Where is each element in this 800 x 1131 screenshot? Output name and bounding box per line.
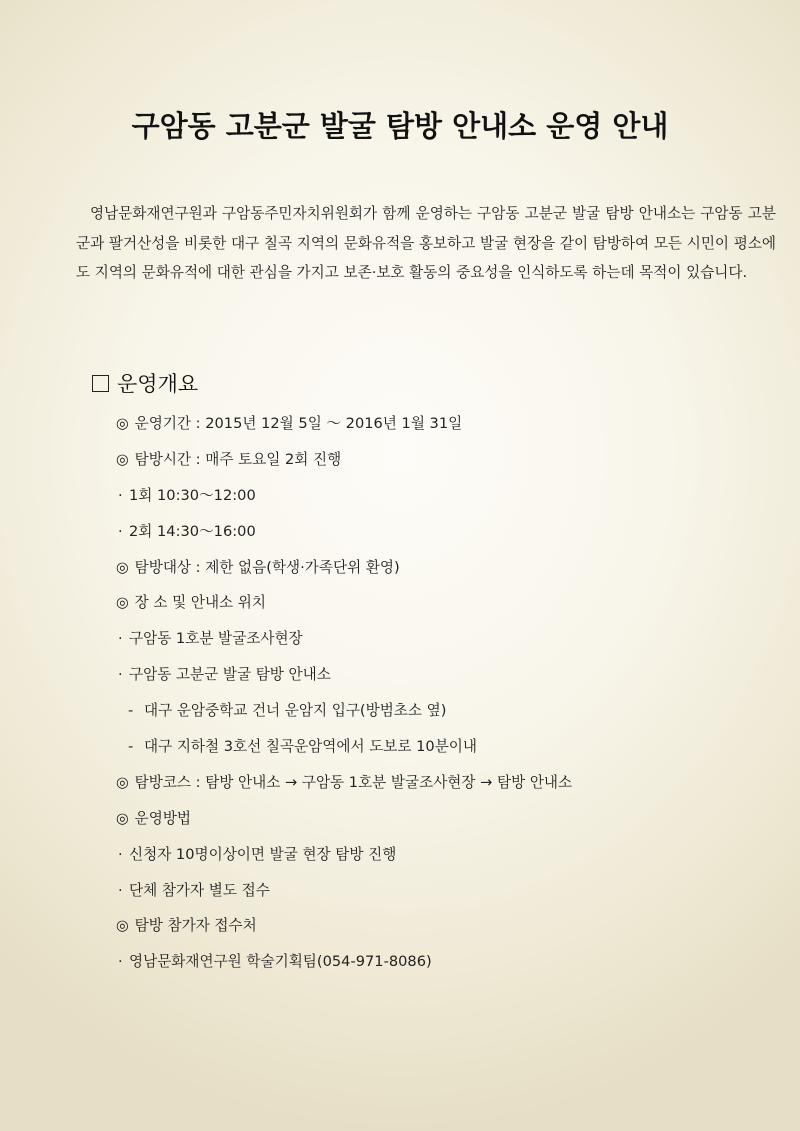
list-item-text: 대구 지하철 3호선 칠곡운암역에서 도보로 10분이내 bbox=[144, 738, 478, 756]
list-item-text: 대구 운암중학교 건너 운암지 입구(방범초소 옆) bbox=[144, 702, 447, 720]
list-item-text: 탐방시간 : 매주 토요일 2회 진행 bbox=[134, 450, 342, 468]
double-circle-bullet-icon: ◎ bbox=[116, 450, 129, 468]
list-item-text: 장 소 및 안내소 위치 bbox=[134, 594, 266, 612]
list-subitem bbox=[0, 693, 800, 729]
list-item bbox=[0, 621, 800, 657]
middle-dot-bullet-icon: · bbox=[118, 522, 123, 540]
list-item bbox=[0, 837, 800, 873]
page-title: 구암동 고분군 발굴 탐방 안내소 운영 안내 bbox=[131, 109, 669, 143]
list-item bbox=[0, 944, 800, 980]
list-item-heading bbox=[0, 550, 800, 586]
intro-paragraph: 영남문화재연구원과 구암동주민자치위원회가 함께 운영하는 구암동 고분군 발굴 탐방 안내소는 구암동 고분군과 팔거산성을 비롯한 대구 칠곡 지역의 문화유적을 홍보하고 발굴 현장을 같이 탐방하여 모든 시민이 평소에도 지역의 문화유적에 대한 관심을 가지고 보존·보호 활동의 중요성을 인식하도록 하는데 목적이 있습니다. bbox=[76, 205, 776, 281]
list-item-text: 운영기간 : 2015년 12월 5일 ～ 2016년 1월 31일 bbox=[134, 415, 463, 432]
list-item bbox=[0, 514, 800, 550]
list-item-text: 운영방법 bbox=[134, 809, 192, 827]
dash-bullet-icon: - bbox=[128, 702, 134, 720]
checkbox-icon bbox=[92, 375, 109, 392]
middle-dot-bullet-icon: · bbox=[118, 630, 123, 648]
list-item-text: 탐방대상 : 제한 없음(학생·가족단위 환영) bbox=[134, 558, 400, 576]
list-item-heading bbox=[0, 442, 800, 478]
double-circle-bullet-icon: ◎ bbox=[116, 809, 129, 827]
middle-dot-bullet-icon: · bbox=[118, 666, 123, 684]
list-item-text: 2회 14:30～16:00 bbox=[129, 522, 256, 540]
double-circle-bullet-icon: ◎ bbox=[116, 415, 129, 432]
list-item-text: 탐방 참가자 접수처 bbox=[134, 917, 257, 935]
list-item-text: 구암동 1호분 발굴조사현장 bbox=[129, 630, 303, 648]
list-item bbox=[0, 657, 800, 693]
list-item-heading bbox=[0, 406, 800, 442]
double-circle-bullet-icon: ◎ bbox=[116, 558, 129, 576]
list-item bbox=[0, 478, 800, 514]
middle-dot-bullet-icon: · bbox=[118, 953, 123, 971]
list-item-heading bbox=[0, 801, 800, 837]
list-item-heading bbox=[0, 585, 800, 621]
overview-list bbox=[0, 406, 800, 980]
list-item-text: 탐방코스 : 탐방 안내소 → 구암동 1호분 발굴조사현장 → 탐방 안내소 bbox=[134, 773, 573, 791]
section-heading bbox=[92, 368, 198, 398]
double-circle-bullet-icon: ◎ bbox=[116, 917, 129, 935]
double-circle-bullet-icon: ◎ bbox=[116, 773, 129, 791]
middle-dot-bullet-icon: · bbox=[118, 881, 123, 899]
middle-dot-bullet-icon: · bbox=[118, 845, 123, 863]
list-item-text: 1회 10:30～12:00 bbox=[129, 486, 256, 504]
dash-bullet-icon: - bbox=[128, 738, 134, 756]
section-heading-text: 운영개요 bbox=[117, 372, 199, 396]
double-circle-bullet-icon: ◎ bbox=[116, 594, 129, 612]
list-item-heading bbox=[0, 765, 800, 801]
list-item-text: 구암동 고분군 발굴 탐방 안내소 bbox=[129, 666, 331, 684]
list-item bbox=[0, 873, 800, 909]
list-subitem bbox=[0, 729, 800, 765]
list-item-text: 단체 참가자 별도 접수 bbox=[129, 881, 270, 899]
middle-dot-bullet-icon: · bbox=[118, 486, 123, 504]
list-item-text: 영남문화재연구원 학술기획팀(054-971-8086) bbox=[129, 953, 432, 971]
list-item-heading bbox=[0, 908, 800, 944]
list-item-text: 신청자 10명이상이면 발굴 현장 탐방 진행 bbox=[129, 845, 397, 863]
